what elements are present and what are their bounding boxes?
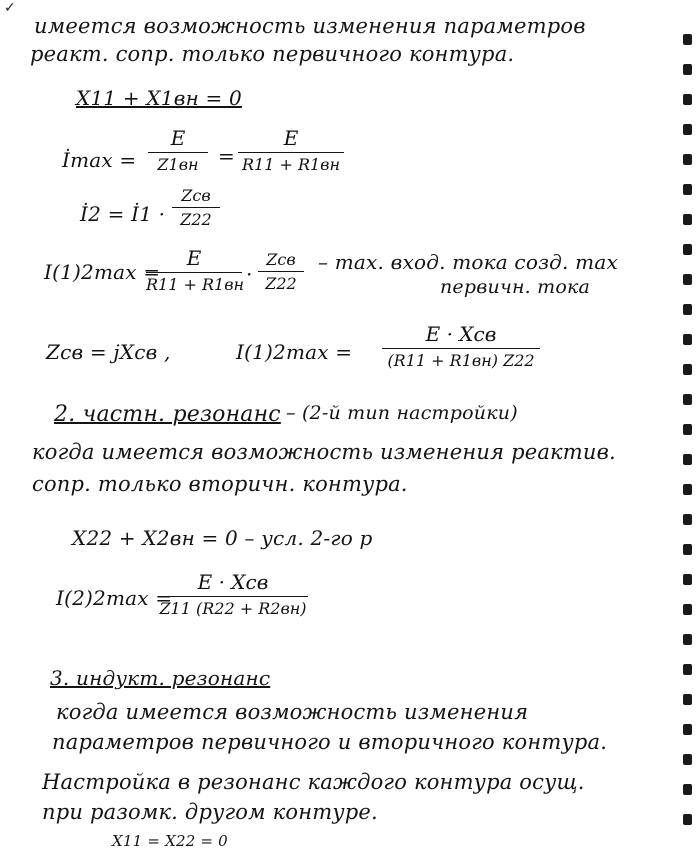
binding-hole <box>683 634 692 645</box>
i2max-frac2-denominator: Z22 <box>265 274 297 293</box>
intro-line-2: реакт. сопр. только первичного контура. <box>30 42 515 66</box>
i2max-fraction-2 <box>258 250 304 293</box>
resonance-condition-2: X22 + X2вн = 0 – усл. 2-го р <box>72 526 373 550</box>
i2-frac-denominator: Z22 <box>180 210 212 229</box>
fraction-bar <box>172 207 220 208</box>
intro-line-1: имеется возможность изменения параметров <box>34 14 586 38</box>
imax-frac2-numerator: E <box>283 126 299 150</box>
i2max-dot: · <box>246 262 253 286</box>
binding-hole <box>683 214 692 225</box>
i2max-frac2-numerator: Zсв <box>266 250 296 269</box>
binding-hole <box>683 94 692 105</box>
i2max-b-denominator: (R11 + R1вн) Z22 <box>387 351 535 370</box>
i2max-frac1-numerator: E <box>186 246 202 270</box>
section-2-i2max-fraction <box>158 570 308 618</box>
imax-frac1-numerator: E <box>170 126 186 150</box>
i2-fraction <box>172 186 220 229</box>
binding-hole <box>683 184 692 195</box>
binding-hole <box>683 304 692 315</box>
section-3-line-1: когда имеется возможность изменения <box>56 700 529 724</box>
section-2-heading: 2. частн. резонанс <box>54 402 281 427</box>
fraction-bar <box>158 596 308 597</box>
binding-hole <box>683 34 692 45</box>
binding-hole <box>683 154 692 165</box>
imax-frac2-denominator: R11 + R1вн <box>241 155 341 174</box>
fraction-bar <box>146 272 242 273</box>
page-corner-mark: ✓ <box>4 0 16 16</box>
binding-hole <box>683 754 692 765</box>
section-2-i2max-lhs: I(2)2max = <box>56 586 173 610</box>
section-2-i2max-numerator: E · Xсв <box>197 570 269 594</box>
section-3-line-3: Настройка в резонанс каждого контура осущ. <box>42 770 585 794</box>
i2max-fraction-1 <box>146 246 245 294</box>
section-2-line-1: когда имеется возможность изменения реактив. <box>32 440 616 464</box>
section-2-line-2: сопр. только вторичн. контура. <box>32 472 408 496</box>
binding-hole <box>683 244 692 255</box>
fraction-bar <box>148 152 208 153</box>
imax-equals: = <box>218 144 235 168</box>
resonance-condition-3: X11 = X22 = 0 <box>112 832 228 850</box>
section-3-line-2: параметров первичного и вторичного контура. <box>52 730 608 754</box>
binding-hole <box>683 544 692 555</box>
section-3-heading: 3. индукт. резонанс <box>50 666 271 690</box>
fraction-bar <box>382 348 540 349</box>
i2-frac-numerator: Zсв <box>181 186 211 205</box>
binding-hole <box>683 274 692 285</box>
resonance-condition-1: X11 + X1вн = 0 <box>76 86 242 110</box>
binding-hole <box>683 484 692 495</box>
binding-hole <box>683 124 692 135</box>
zsv-equation: Zсв = jXсв , <box>46 340 171 364</box>
binding-hole <box>683 424 692 435</box>
imax-fraction-2 <box>238 126 344 174</box>
fraction-bar <box>258 271 304 272</box>
i2max-frac1-denominator: R11 + R1вн <box>146 275 245 294</box>
binding-hole <box>683 784 692 795</box>
i2max-b-fraction <box>382 322 540 370</box>
fraction-bar <box>238 152 344 153</box>
binding-hole <box>683 814 692 825</box>
i2max-b-numerator: E · Xсв <box>425 322 497 346</box>
binding-hole <box>683 604 692 615</box>
imax-lhs: İmax = <box>62 148 137 172</box>
binding-hole <box>683 64 692 75</box>
i2-expression: İ2 = İ1 · <box>80 202 166 226</box>
section-2-i2max-denominator: Z11 (R22 + R2вн) <box>159 599 307 618</box>
binding-hole <box>683 514 692 525</box>
binding-hole <box>683 664 692 675</box>
section-3-line-4: при разомк. другом контуре. <box>42 800 378 824</box>
binding-hole <box>683 394 692 405</box>
binding-hole <box>683 454 692 465</box>
i2max-lhs: I(1)2max = <box>44 260 161 284</box>
i2max-b-lhs: I(1)2max = <box>236 340 353 364</box>
binding-hole <box>683 334 692 345</box>
binding-hole <box>683 724 692 735</box>
binding-hole <box>683 364 692 375</box>
section-2-heading-note: – (2-й тип настройки) <box>286 402 518 424</box>
imax-fraction-1 <box>148 126 208 174</box>
notebook-binding <box>676 0 696 855</box>
i2max-comment-line-1: – max. вход. тока созд. max <box>318 250 618 274</box>
imax-frac1-denominator: Z1вн <box>157 155 199 174</box>
binding-hole <box>683 694 692 705</box>
binding-hole <box>683 574 692 585</box>
i2max-comment-line-2: первичн. тока <box>440 276 591 298</box>
